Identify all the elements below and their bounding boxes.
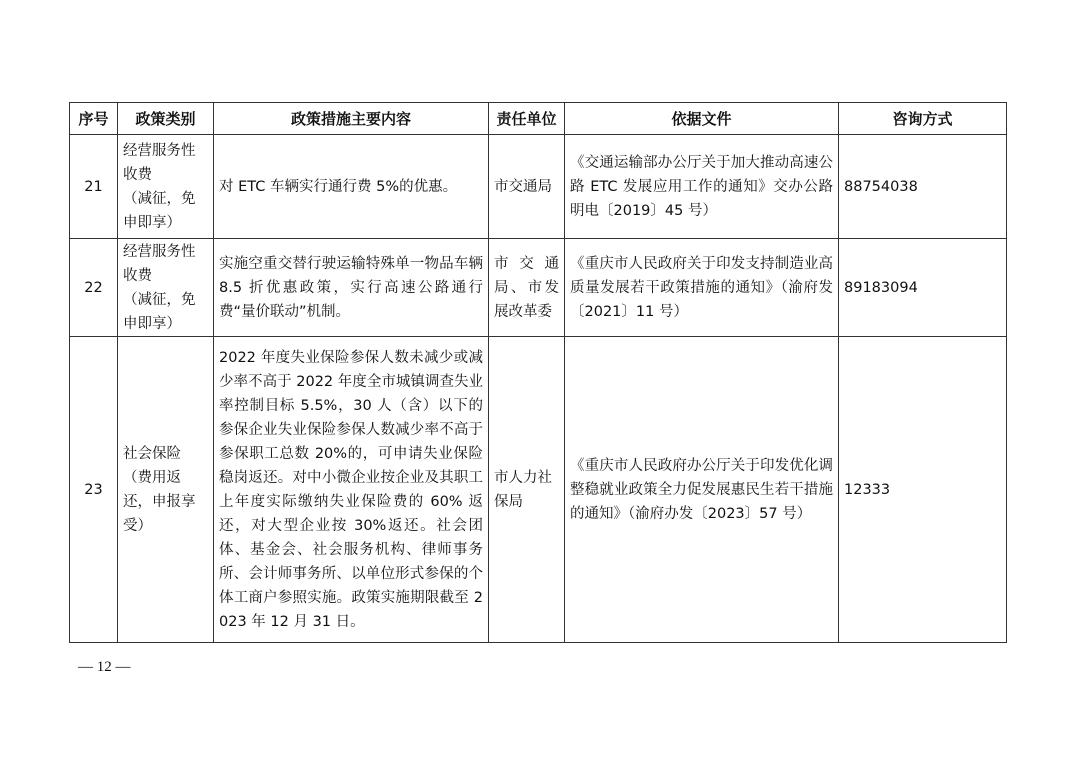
table-row bbox=[70, 135, 1007, 239]
row-contact: 88754038 bbox=[839, 135, 1007, 239]
table-row bbox=[70, 337, 1007, 643]
header-category: 政策类别 bbox=[118, 103, 214, 135]
policy-table bbox=[69, 102, 1007, 643]
row-category bbox=[118, 337, 214, 643]
row-category-text: 社会保险 （费用返还，申报享受） bbox=[123, 445, 196, 534]
header-unit: 责任单位 bbox=[489, 103, 565, 135]
header-basis: 依据文件 bbox=[565, 103, 839, 135]
row-contact: 12333 bbox=[839, 337, 1007, 643]
row-category-text: 经营服务性收费 （减征，免申即享） bbox=[123, 243, 196, 332]
row-content: 2022 年度失业保险参保人数未减少或减少率不高于 2022 年度全市城镇调查失业率控制目标 5.5%，30 人（含）以下的参保企业失业保险参保人数减少率不高于参保职工总数 20%的，可申请失业保险稳岗返还。对中小微企业按企业及其职工上年度实际缴纳失业保险费的 60% 返还，对大型企业按 30%返还。社会团体、基金会、社会服务机构、律师事务所、会计师事务所、以单位形式参保的个体工商户参照实施。政策实施期限截至 2023 年 12 月 31 日。 bbox=[214, 337, 489, 643]
row-contact: 89183094 bbox=[839, 239, 1007, 337]
row-category-text: 经营服务性收费 （减征，免申即享） bbox=[123, 142, 196, 231]
header-no: 序号 bbox=[70, 103, 118, 135]
row-no: 22 bbox=[70, 239, 118, 337]
row-basis: 《交通运输部办公厅关于加大推动高速公路 ETC 发展应用工作的通知》交办公路明电〔2019〕45 号） bbox=[565, 135, 839, 239]
row-category bbox=[118, 135, 214, 239]
row-unit: 市交通局 bbox=[489, 135, 565, 239]
row-content: 对 ETC 车辆实行通行费 5%的优惠。 bbox=[214, 135, 489, 239]
row-unit: 市人力社保局 bbox=[489, 337, 565, 643]
row-no: 23 bbox=[70, 337, 118, 643]
row-category bbox=[118, 239, 214, 337]
table-row bbox=[70, 239, 1007, 337]
page-number: — 12 — bbox=[78, 659, 131, 675]
row-content: 实施空重交替行驶运输特殊单一物品车辆 8.5 折优惠政策，实行高速公路通行费“量价联动”机制。 bbox=[214, 239, 489, 337]
row-basis: 《重庆市人民政府办公厅关于印发优化调整稳就业政策全力促发展惠民生若干措施的通知》（渝府办发〔2023〕57 号） bbox=[565, 337, 839, 643]
row-unit: 市交通局、市发展改革委 bbox=[489, 239, 565, 337]
row-basis: 《重庆市人民政府关于印发支持制造业高质量发展若干政策措施的通知》（渝府发〔2021〕11 号） bbox=[565, 239, 839, 337]
header-contact: 咨询方式 bbox=[839, 103, 1007, 135]
table-header-row bbox=[70, 103, 1007, 135]
header-content: 政策措施主要内容 bbox=[214, 103, 489, 135]
row-no: 21 bbox=[70, 135, 118, 239]
